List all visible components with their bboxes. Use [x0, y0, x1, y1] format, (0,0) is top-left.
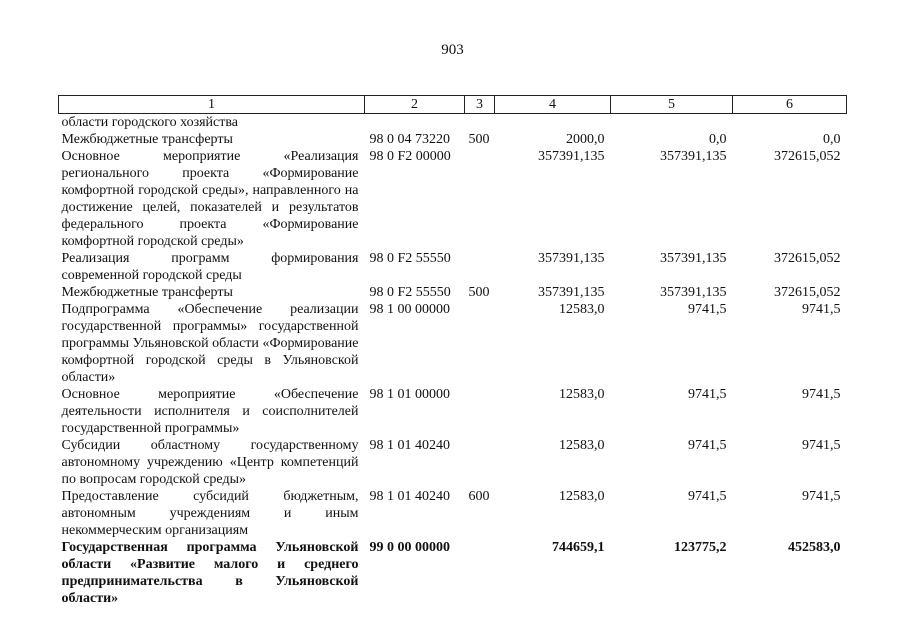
row-value-cell: 9741,5 — [802, 489, 841, 504]
row-value-cell: 372615,052 — [774, 285, 841, 300]
row-value-cell: 12583,0 — [559, 489, 605, 504]
row-value-cell: 0,0 — [709, 132, 727, 147]
row-value-cell: 9741,5 — [688, 489, 727, 504]
budget-table — [58, 95, 847, 607]
row-code-cell — [365, 114, 465, 132]
row-value-cell: 357391,135 — [660, 285, 727, 300]
row-code-cell: 99 0 00 00000 — [369, 540, 450, 555]
row-kind-cell: 600 — [468, 489, 490, 504]
table-row — [59, 301, 847, 386]
row-kind-cell — [465, 148, 495, 250]
table-row — [59, 488, 847, 539]
table-body — [59, 114, 847, 608]
row-value-cell: 357391,135 — [538, 251, 605, 266]
row-value-cell: 9741,5 — [802, 438, 841, 453]
row-value-cell: 9741,5 — [802, 387, 841, 402]
row-kind-cell — [465, 114, 495, 132]
row-value-cell: 2000,0 — [566, 132, 605, 147]
row-value-cell: 12583,0 — [559, 387, 605, 402]
row-kind-cell: 500 — [468, 285, 490, 300]
row-value-cell: 452583,0 — [788, 540, 841, 555]
row-value-cell: 9741,5 — [688, 387, 727, 402]
row-value-cell: 9741,5 — [802, 302, 841, 317]
row-name-cell: Межбюджетные трансферты — [61, 285, 233, 300]
row-name-cell: Субсидии областному государственному автономному учреждению «Центр компетенций по вопросам городской среды» — [61, 438, 359, 487]
column-header: 2 — [365, 96, 465, 114]
column-header: 5 — [611, 96, 733, 114]
table-row — [59, 386, 847, 437]
table-row — [59, 437, 847, 488]
row-name-cell: Государственная программа Ульяновской области «Развитие малого и среднего предпринимательства в Ульяновской области» — [61, 540, 359, 606]
row-kind-cell: 500 — [468, 132, 490, 147]
row-name-cell: области городского хозяйства — [61, 115, 239, 130]
row-value-cell: 12583,0 — [559, 438, 605, 453]
row-kind-cell — [465, 386, 495, 437]
row-value-cell: 372615,052 — [774, 251, 841, 266]
table-row — [59, 148, 847, 250]
row-name-cell: Реализация программ формирования современной городской среды — [61, 251, 359, 283]
row-value-cell: 357391,135 — [660, 149, 727, 164]
row-kind-cell — [465, 301, 495, 386]
row-kind-cell — [465, 250, 495, 284]
table-row — [59, 131, 847, 148]
row-value-cell: 372615,052 — [774, 149, 841, 164]
row-code-cell: 98 1 01 40240 — [369, 438, 450, 453]
row-kind-cell — [465, 539, 495, 607]
row-value-cell: 357391,135 — [538, 149, 605, 164]
row-name-cell: Подпрограмма «Обеспечение реализации государственной программы» государственной программы Ульяновской области «Формирование комфортной городской среды в Ульяновской области» — [61, 302, 359, 385]
row-name-cell: Предоставление субсидий бюджетным, автономным учреждениям и иным некоммерческим организациям — [61, 489, 359, 538]
row-code-cell: 98 0 F2 55550 — [369, 251, 451, 266]
header-row — [59, 96, 847, 114]
row-value-cell — [611, 114, 733, 132]
row-code-cell: 98 1 01 40240 — [369, 489, 450, 504]
row-code-cell: 98 1 01 00000 — [369, 387, 450, 402]
column-header: 3 — [465, 96, 495, 114]
row-kind-cell — [465, 437, 495, 488]
row-code-cell: 98 1 00 00000 — [369, 302, 450, 317]
row-code-cell: 98 0 04 73220 — [369, 132, 450, 147]
row-value-cell: 357391,135 — [538, 285, 605, 300]
row-value-cell: 9741,5 — [688, 302, 727, 317]
table-row — [59, 114, 847, 132]
row-value-cell: 9741,5 — [688, 438, 727, 453]
table-row — [59, 250, 847, 284]
row-code-cell: 98 0 F2 00000 — [369, 149, 451, 164]
row-value-cell: 12583,0 — [559, 302, 605, 317]
column-header: 1 — [59, 96, 365, 114]
row-name-cell: Межбюджетные трансферты — [61, 132, 233, 147]
row-value-cell — [733, 114, 847, 132]
row-value-cell: 123775,2 — [674, 540, 727, 555]
table-row — [59, 284, 847, 301]
column-header: 4 — [495, 96, 611, 114]
row-name-cell: Основное мероприятие «Обеспечение деятельности исполнителя и соисполнителей государственной программы» — [61, 387, 359, 436]
column-header: 6 — [733, 96, 847, 114]
row-code-cell: 98 0 F2 55550 — [369, 285, 451, 300]
row-value-cell — [495, 114, 611, 132]
row-value-cell: 357391,135 — [660, 251, 727, 266]
row-value-cell: 0,0 — [823, 132, 841, 147]
row-value-cell: 744659,1 — [552, 540, 605, 555]
table-row — [59, 539, 847, 607]
page-number: 903 — [441, 42, 464, 58]
row-name-cell: Основное мероприятие «Реализация регионального проекта «Формирование комфортной городской среды», направленного на достижение целей, показателей и результатов федерального проекта «Формирование комфортной городской среды» — [61, 149, 359, 249]
